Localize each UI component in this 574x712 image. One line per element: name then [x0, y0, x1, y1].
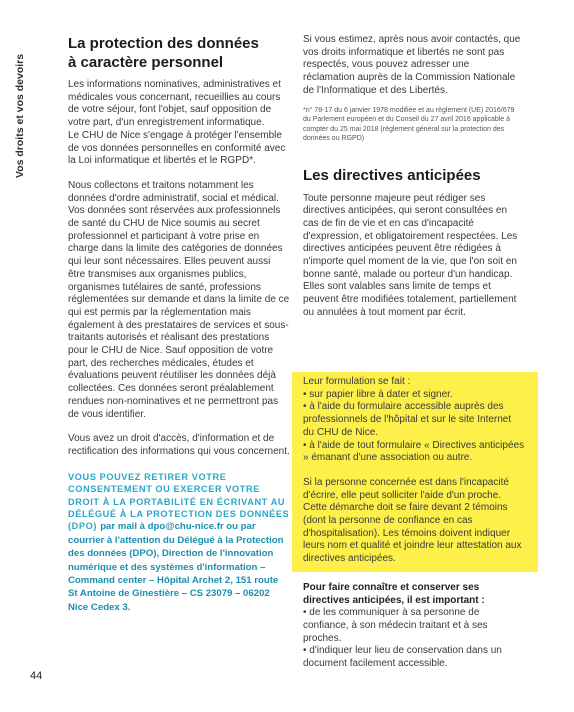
left-column — [68, 34, 290, 614]
side-section-label — [7, 40, 35, 250]
contact-address-text: par mail à dpo@chu-nice.fr ou par courrier à l'attention du Délégué à la Protection des données (DPO), Direction de l'innovation numérique et des systèmes d'information – Command center – Hôpital Archet 2, 151 route St Antoine de Ginestière – CS 23079 – 06202 Nice Cedex 3. — [68, 521, 284, 613]
paragraph: Les informations nominatives, administratives et médicales vous concernant, recueillies au cours de votre séjour, font l'objet, sauf opposition de votre part, d'un enregistrement informatique. — [68, 79, 281, 129]
footnote: *n° 78-17 du 6 janvier 1978 modifiée et au règlement (UE) 2016/679 du Parlement européen et du Conseil du 27 avril 2016 applicable à compter du 25 mai 2018 (règlement général sur la protection des données ou RGPD) — [303, 106, 515, 143]
contact-caps-text: VOUS POUVEZ RETIRER VOTRE CONSENTEMENT OU EXERCER VOTRE DROIT À LA PORTABILITÉ EN ÉCRIVANT AU DÉLÉGUÉ À LA PROTECTION DES DONNÉES (DPO) — [68, 471, 290, 532]
section-title-data-protection — [68, 34, 290, 72]
section-title-directives: Les directives anticipées — [303, 166, 481, 184]
paragraph: Toute personne majeure peut rédiger ses directives anticipées, qui seront consultées en cas de fin de vie et en cas d'incapacité d'expression, et obligatoirement respectées. Les directives anticipées peuvent être rédigées à n'importe quel moment de la vie, que l'on soit en bonne santé, malade ou porteur d'un handicap. Elles sont valables sans limite de temps et peuvent être modifiées totalement, partiellement ou annulées à tout moment par écrit. — [303, 192, 518, 318]
bullet-item: • d'indiquer leur lieu de conservation dans un document facilement accessible. — [303, 645, 502, 670]
highlight-intro: Leur formulation se fait : — [303, 376, 411, 387]
bullet-item: • sur papier libre à dater et signer. — [303, 388, 453, 400]
bold-heading: Pour faire connaître et conserver ses directives anticipées, il est important : — [303, 581, 485, 606]
highlighted-block — [303, 376, 525, 671]
bullet-item: • à l'aide du formulaire accessible auprès des professionnels de l'hôpital et sur le site Internet du CHU de Nice. — [303, 401, 512, 438]
side-label-text: Vos droits et vos devoirs — [14, 53, 26, 178]
paragraph: Si la personne concernée est dans l'incapacité d'écrire, elle peut solliciter l'aide d'un proche. Cette démarche doit se faire devant 2 témoins (dont la personne de confiance en cas d'hospitalisation). Les témoins doivent indiquer leurs nom et qualité et joindre leur attestation aux directives anticipées. — [303, 476, 522, 565]
paragraph: Vous avez un droit d'accès, d'information et de rectification des informations qui vous concernent. — [68, 433, 290, 457]
title-line-1: La protection des données — [68, 35, 259, 52]
paragraph: Si vous estimez, après nous avoir contactés, que vos droits informatique et libertés ne sont pas respectés, vous pouvez adresser une réclamation auprès de la Commission Nationale de l'Informatique et des Libertés. — [303, 34, 521, 96]
bullet-item: • à l'aide de tout formulaire « Directives anticipées » émanant d'une association ou autre. — [303, 439, 525, 464]
paragraph: Nous collectons et traitons notamment les données d'ordre administratif, social et médical. Vos données sont réservées aux professionnels de santé du CHU de Nice soumis au secret professionnel et participant à votre prise en charge dans la limite des catégories de données qui leur sont nécessaires. Elles peuvent aussi être transmises aux organismes publics, organismes tutélaires de santé, professions réglementées sur demande et dans la limite de ce qui est permis par la réglementation mais également à des prestataires de services et sous-traitants autorisés et réalisant des prestations pour le CHU de Nice. Sauf opposition de votre part, des recherches médicales, études et évaluations peuvent réutiliser les données déjà collectées. Ces données seront préalablement rendues non-nominatives et ne permettront pas de vous identifier. — [68, 179, 290, 420]
right-column — [303, 34, 523, 320]
paragraph: Le CHU de Nice s'engage à protéger l'ensemble de vos données personnelles en conformité avec la Loi informatique et libertés et le RGPD*. — [68, 129, 286, 167]
bullet-item: • de les communiquer à sa personne de confiance, à son médecin traitant et à ses proches. — [303, 607, 488, 644]
title-line-2: à caractère personnel — [68, 54, 224, 71]
page-number: 44 — [30, 670, 43, 682]
contact-block — [68, 471, 290, 614]
